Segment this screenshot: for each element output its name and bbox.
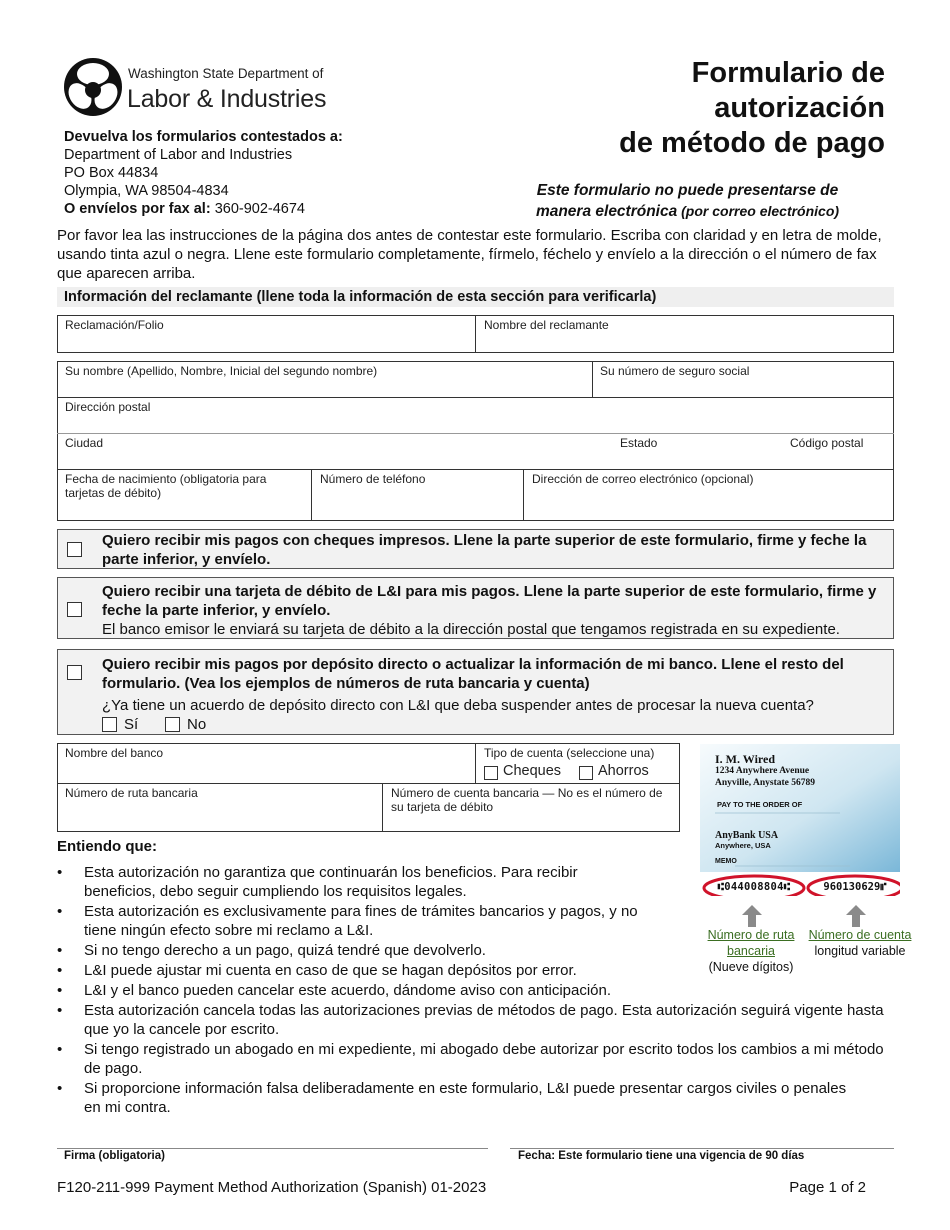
routing-caption-note: (Nueve dígitos) xyxy=(708,960,794,974)
subtitle-line2: manera electrónica xyxy=(535,203,678,220)
no-label: No xyxy=(187,716,207,733)
date-label: Fecha: Este formulario tiene una vigencia de 90 días xyxy=(518,1150,805,1162)
form-id: F120-211-999 Payment Method Authorization (Spanish) 01-2023 xyxy=(57,1179,487,1196)
claimant-name-label: Nombre del reclamante xyxy=(484,318,609,332)
account-caption-note: longitud variable xyxy=(814,944,906,958)
check-pay-to: PAY TO THE ORDER OF xyxy=(717,800,803,809)
return-line: PO Box 44834 xyxy=(64,165,159,181)
debit-card-option xyxy=(57,577,894,639)
return-address xyxy=(64,128,343,218)
direct-deposit-text: Quiero recibir mis pagos por depósito directo o actualizar la información de mi banco. Llene el resto del formulario. (Vea los ejemplos de números de ruta bancaria y cuenta) xyxy=(102,656,844,692)
debit-card-checkbox[interactable] xyxy=(67,602,82,617)
phone-label: Número de teléfono xyxy=(320,472,426,486)
debit-card-text: Quiero recibir una tarjeta de débito de L&I para mis pagos. Llene la parte superior de este formulario, firme y feche la parte inferior, y envíelo. xyxy=(102,583,877,619)
direct-deposit-option xyxy=(57,649,894,735)
agency-logo-icon xyxy=(62,54,124,118)
dob-label: Fecha de nacimiento (obligatoria para tarjetas de débito) xyxy=(65,472,267,500)
checking-label: Cheques xyxy=(503,763,562,779)
savings-checkbox[interactable] xyxy=(579,766,593,780)
return-line: Department of Labor and Industries xyxy=(64,147,293,163)
account-number-label: Número de cuenta bancaria — No es el número de su tarjeta de débito xyxy=(391,786,663,814)
email-field[interactable] xyxy=(524,469,894,521)
list-item: • Esta autorización no garantiza que continuarán los beneficios. Para recibir beneficios, debo seguir cumpliendo los requisitos legales. xyxy=(57,863,637,901)
agency-name-line2: Labor & Industries xyxy=(127,85,327,113)
list-item: • Si tengo registrado un abogado en mi expediente, mi abogado debe autorizar por escrito todos los cambios a mi método de pago. xyxy=(57,1040,902,1078)
checking-checkbox[interactable] xyxy=(484,766,498,780)
account-caption-line: Número de cuenta xyxy=(808,928,912,942)
agency-name-line1: Washington State Department of xyxy=(128,66,324,81)
list-item: • Si proporcione información falsa deliberadamente en este formulario, L&I puede presentar cargos civiles o penales en mi contra. xyxy=(57,1079,857,1117)
return-label: Devuelva los formularios contestados a: xyxy=(64,129,343,145)
list-item: • L&I y el banco pueden cancelar este acuerdo, dándome aviso con anticipación. xyxy=(57,981,907,1000)
form-title xyxy=(619,56,885,161)
direct-deposit-checkbox[interactable] xyxy=(67,665,82,680)
check-bank-name: AnyBank USA xyxy=(715,830,779,841)
date-line[interactable] xyxy=(510,1148,894,1149)
claim-number-field[interactable] xyxy=(57,315,475,353)
page-number: Page 1 of 2 xyxy=(789,1179,866,1196)
claimant-name-field[interactable] xyxy=(476,315,894,353)
subtitle-small: (por correo electrónico) xyxy=(677,203,840,219)
title-line: de método de pago xyxy=(619,127,885,159)
intro-paragraph: Por favor lea las instrucciones de la página dos antes de contestar este formulario. Escriba con claridad y en letra de molde, usando tinta azul o negra. Llene este formulario completamente, fírmelo, féchelo y envíelo a la dirección o el número de fax que aparecen arriba. xyxy=(57,227,882,282)
paper-check-checkbox[interactable] xyxy=(67,542,82,557)
list-item: • Esta autorización cancela todas las autorizaciones previas de métodos de pago. Esta autorización seguirá vigente hasta que yo la cancele por escrito. xyxy=(57,1001,897,1039)
state-label: Estado xyxy=(620,436,658,450)
dob-field[interactable] xyxy=(57,469,311,521)
check-account-number: 960130629⑈ xyxy=(823,881,887,893)
check-payer-addr1: 1234 Anywhere Avenue xyxy=(715,766,810,776)
account-number-field[interactable] xyxy=(383,783,680,832)
account-type-label: Tipo de cuenta (seleccione una) xyxy=(484,746,655,760)
bank-name-label: Nombre del banco xyxy=(65,746,164,760)
agency-logo xyxy=(62,54,352,120)
check-routing-number: ⑆044008804⑆ xyxy=(717,881,791,893)
subtitle-line1: Este formulario no puede presentarse de xyxy=(536,182,839,199)
yes-label: Sí xyxy=(124,716,139,733)
title-line: autorización xyxy=(714,92,885,124)
check-payer-addr2: Anyville, Anystate 56789 xyxy=(715,778,816,788)
fax-number: 360-902-4674 xyxy=(210,201,305,217)
signature-label: Firma (obligatoria) xyxy=(64,1150,165,1162)
account-type-field xyxy=(476,743,680,783)
return-line: Olympia, WA 98504-4834 xyxy=(64,183,229,199)
your-name-label: Su nombre (Apellido, Nombre, Inicial del segundo nombre) xyxy=(65,364,378,378)
understand-list xyxy=(57,863,907,1118)
phone-field[interactable] xyxy=(312,469,523,521)
mailing-address-label: Dirección postal xyxy=(65,400,151,414)
check-payer-name: I. M. Wired xyxy=(715,752,776,766)
list-item: • L&I puede ajustar mi cuenta en caso de que se hagan depósitos por error. xyxy=(57,961,907,980)
city-label: Ciudad xyxy=(65,436,104,450)
form-subtitle xyxy=(500,181,875,222)
check-memo: MEMO xyxy=(715,858,737,865)
mailing-address-field[interactable] xyxy=(57,397,894,433)
state-field[interactable] xyxy=(612,433,772,469)
no-checkbox[interactable] xyxy=(165,717,180,732)
title-line: Formulario de xyxy=(691,57,885,89)
debit-card-note: El banco emisor le enviará su tarjeta de débito a la dirección postal que tengamos registrada en su expediente. xyxy=(102,621,840,638)
bank-name-field[interactable] xyxy=(57,743,475,783)
direct-deposit-question: ¿Ya tiene un acuerdo de depósito directo con L&I que deba suspender antes de procesar la nueva cuenta? xyxy=(102,697,814,714)
your-name-field[interactable] xyxy=(57,361,592,397)
claim-number-label: Reclamación/Folio xyxy=(65,318,164,332)
city-field[interactable] xyxy=(57,433,617,469)
ssn-label: Su número de seguro social xyxy=(600,364,750,378)
yes-checkbox[interactable] xyxy=(102,717,117,732)
fax-label: O envíelos por fax al: xyxy=(64,201,211,217)
routing-number-field[interactable] xyxy=(57,783,382,832)
routing-caption-line1: Número de ruta xyxy=(707,928,795,942)
paper-check-text: Quiero recibir mis pagos con cheques impresos. Llene la parte superior de este formulario, firme y feche la parte inferior, y envíelo. xyxy=(102,532,867,568)
claimant-section-heading: Información del reclamante (llene toda la información de esta sección para verificarla) xyxy=(57,287,894,307)
routing-number-label: Número de ruta bancaria xyxy=(65,786,198,800)
check-bank-location: Anywhere, USA xyxy=(715,841,771,850)
email-label: Dirección de correo electrónico (opcional) xyxy=(532,472,754,486)
zip-label: Código postal xyxy=(790,436,864,450)
list-item: • Si no tengo derecho a un pago, quizá tendré que devolverlo. xyxy=(57,941,907,960)
ssn-field[interactable] xyxy=(592,361,894,397)
paper-check-option xyxy=(57,529,894,569)
savings-label: Ahorros xyxy=(598,763,649,779)
list-item: • Esta autorización es exclusivamente para fines de trámites bancarios y pagos, y no tiene ningún efecto sobre mi reclamo a L&I. xyxy=(57,902,672,940)
signature-line[interactable] xyxy=(57,1148,488,1149)
understand-heading: Entiendo que: xyxy=(57,838,157,855)
routing-caption-line2: bancaria xyxy=(727,944,775,958)
zip-field[interactable] xyxy=(782,433,894,469)
